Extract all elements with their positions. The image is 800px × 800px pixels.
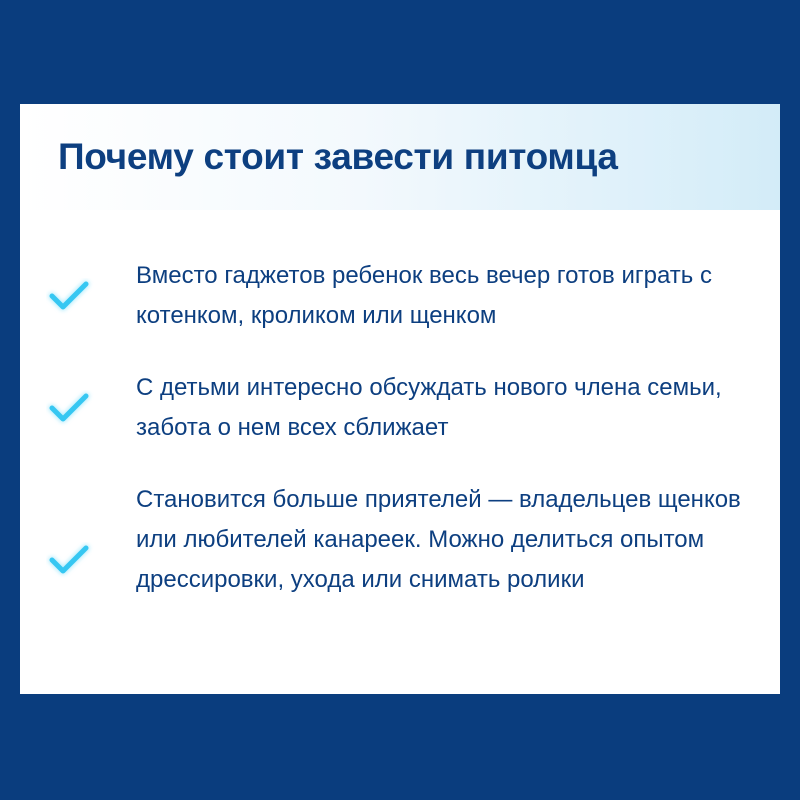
checkmark-icon bbox=[46, 542, 94, 582]
list-item-text: Становится больше приятелей — владельцев щенков или любителей канареек. Можно делиться опытом дрессировки, ухода или снимать ролики bbox=[136, 486, 741, 593]
list-item-text: С детьми интересно обсуждать нового члена семьи, забота о нем всех сближает bbox=[136, 374, 722, 441]
checkmark-icon bbox=[46, 278, 94, 318]
list-item-text: Вместо гаджетов ребенок весь вечер готов играть с котенком, кроликом или щенком bbox=[136, 262, 712, 329]
page-title: Почему стоит завести питомца bbox=[58, 136, 618, 177]
card-header bbox=[20, 104, 780, 210]
checkmark-icon bbox=[46, 390, 94, 430]
info-card bbox=[20, 104, 780, 694]
